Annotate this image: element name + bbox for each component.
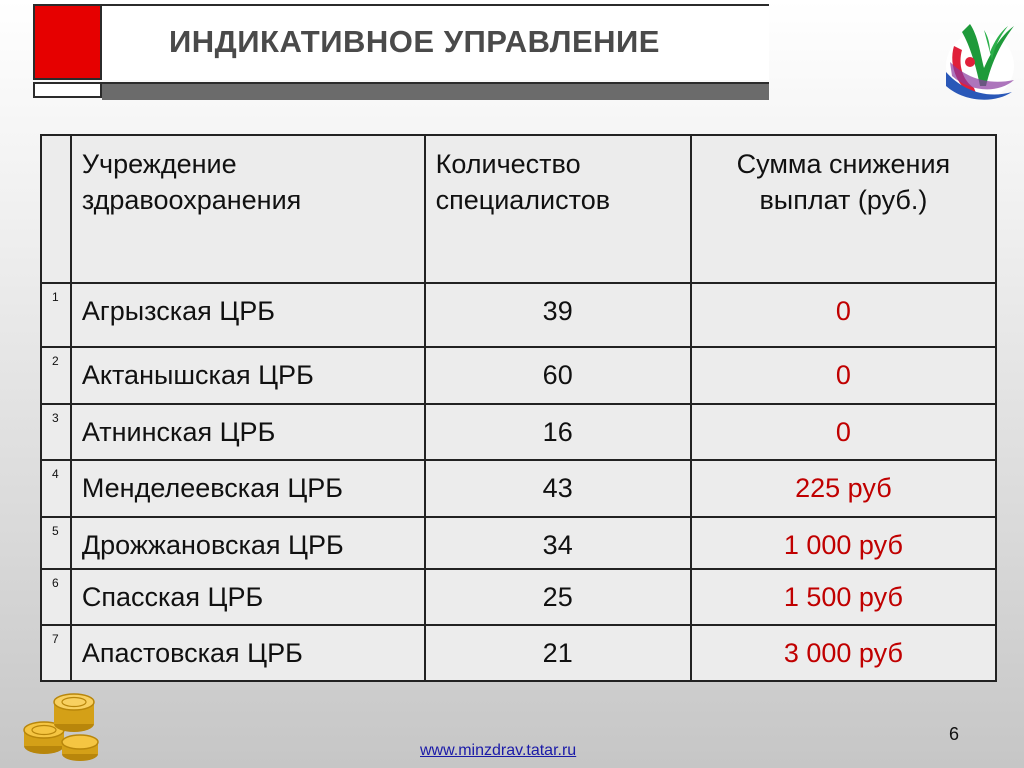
- coins-icon: [16, 684, 106, 764]
- sum-cell: [691, 517, 996, 569]
- specialists-table: [40, 134, 997, 682]
- count-cell: [425, 404, 691, 460]
- table-row: [41, 404, 996, 460]
- reduction-sum: 0: [835, 296, 851, 326]
- reduction-sum: 0: [835, 360, 851, 390]
- reduction-sum: 225 руб: [795, 473, 892, 503]
- sum-cell: [691, 404, 996, 460]
- header-strip: [33, 82, 102, 98]
- row-index: 7: [41, 625, 71, 681]
- table-row: [41, 517, 996, 569]
- sum-cell: [691, 625, 996, 681]
- row-index: 5: [41, 517, 71, 569]
- institution-cell: [71, 404, 425, 460]
- sum-cell: [691, 460, 996, 517]
- institution-name: Спасская ЦРБ: [81, 582, 264, 612]
- specialist-count: 16: [542, 417, 573, 447]
- header-gray-bar: [102, 82, 769, 100]
- institution-name: Атнинская ЦРБ: [81, 417, 276, 447]
- sum-cell: [691, 569, 996, 625]
- institution-cell: [71, 460, 425, 517]
- title-box: [102, 4, 769, 80]
- header-red-block: [33, 4, 102, 80]
- specialist-count: 25: [542, 582, 573, 612]
- table-row: [41, 460, 996, 517]
- row-index: 1: [41, 283, 71, 347]
- table-header-row: [41, 135, 996, 283]
- header-sum: Сумма снижения выплат (руб.): [691, 135, 996, 283]
- table-row: [41, 569, 996, 625]
- count-cell: [425, 347, 691, 404]
- website-link[interactable]: www.minzdrav.tatar.ru: [420, 742, 577, 759]
- count-cell: [425, 460, 691, 517]
- specialist-count: 39: [542, 296, 573, 326]
- institution-name: Агрызская ЦРБ: [81, 296, 275, 326]
- specialist-count: 34: [542, 530, 573, 560]
- sum-cell: [691, 283, 996, 347]
- institution-cell: [71, 625, 425, 681]
- sum-cell: [691, 347, 996, 404]
- institution-cell: [71, 569, 425, 625]
- count-cell: [425, 625, 691, 681]
- header-institution: Учреждение здравоохранения: [71, 135, 425, 283]
- institution-name: Дрожжановская ЦРБ: [81, 530, 344, 560]
- row-index: 6: [41, 569, 71, 625]
- institution-cell: [71, 347, 425, 404]
- count-cell: [425, 517, 691, 569]
- institution-cell: [71, 283, 425, 347]
- institution-name: Апастовская ЦРБ: [81, 638, 303, 668]
- specialist-count: 21: [542, 638, 573, 668]
- header: [33, 4, 769, 100]
- row-index: 4: [41, 460, 71, 517]
- header-count: Количество специалистов: [425, 135, 691, 283]
- reduction-sum: 3 000 руб: [783, 638, 903, 668]
- page-number: 6: [949, 724, 960, 744]
- table-row: [41, 347, 996, 404]
- count-cell: [425, 569, 691, 625]
- reduction-sum: 1 000 руб: [783, 530, 903, 560]
- specialist-count: 60: [542, 360, 573, 390]
- reduction-sum: 1 500 руб: [783, 582, 903, 612]
- count-cell: [425, 283, 691, 347]
- institution-name: Актанышская ЦРБ: [81, 360, 314, 390]
- table-row: [41, 625, 996, 681]
- specialist-count: 43: [542, 473, 573, 503]
- row-index: 2: [41, 347, 71, 404]
- page-title: ИНДИКАТИВНОЕ УПРАВЛЕНИЕ: [169, 24, 660, 59]
- institution-cell: [71, 517, 425, 569]
- institution-name: Менделеевская ЦРБ: [81, 473, 344, 503]
- table-row: [41, 283, 996, 347]
- header-index-cell: [41, 135, 71, 283]
- ministry-logo-icon: [940, 6, 1020, 106]
- row-index: 3: [41, 404, 71, 460]
- reduction-sum: 0: [835, 417, 851, 447]
